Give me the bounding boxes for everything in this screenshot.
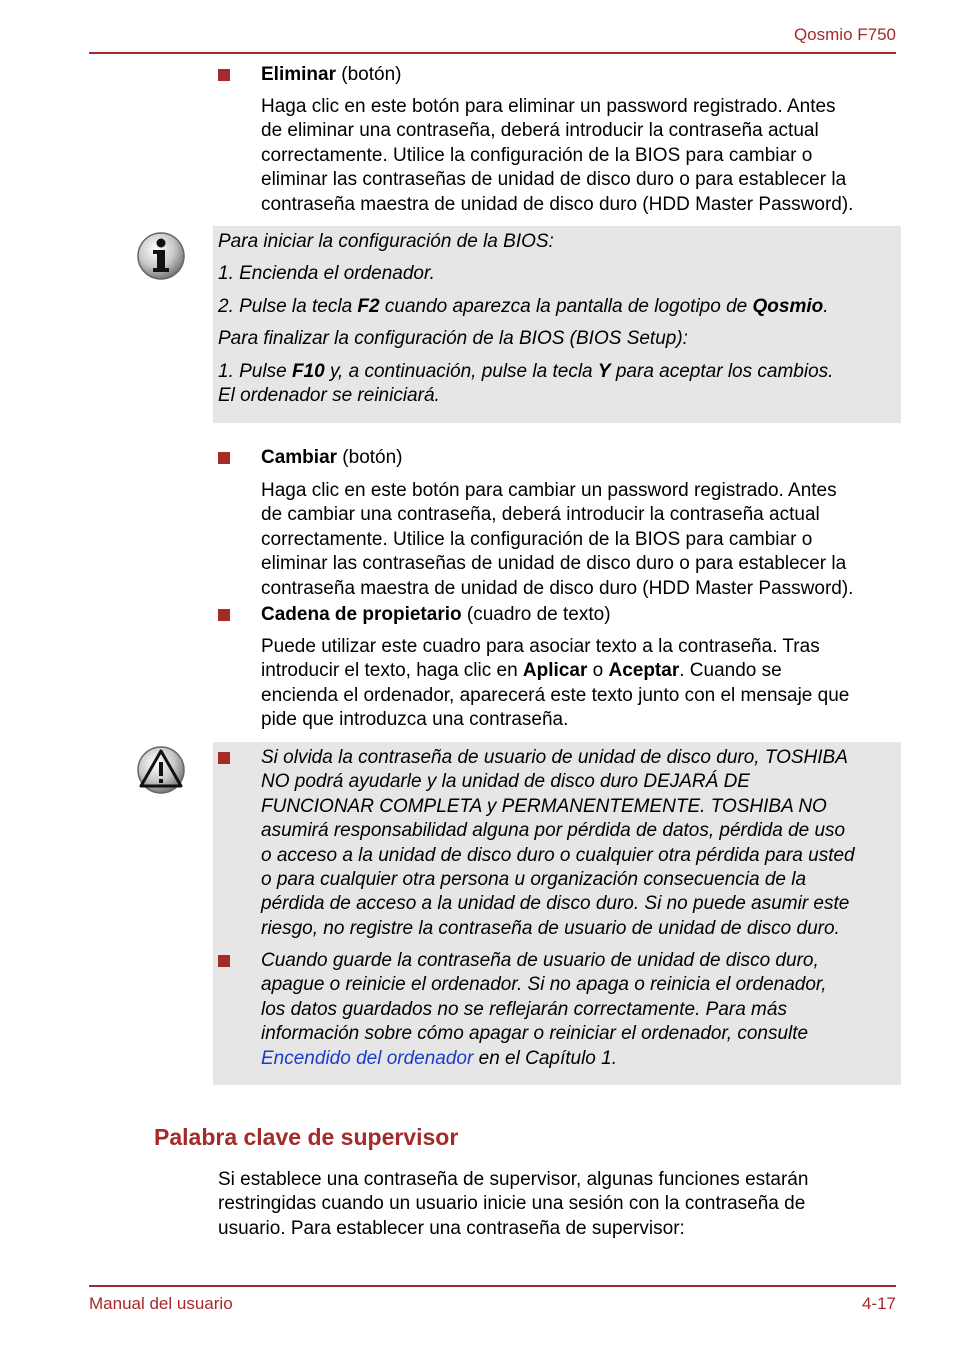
- text-line: riesgo, no registre la contraseña de usuario de unidad de disco duro.: [261, 917, 840, 939]
- encendido-link[interactable]: Encendido del ordenador: [261, 1047, 474, 1069]
- text-span: cuando aparezca la pantalla de logotipo de: [379, 296, 753, 317]
- text-line: restringidas cuando un usuario inicie una sesión con la contraseña de: [218, 1193, 806, 1215]
- text-line: encienda el ordenador, aparecerá este texto junto con el mensaje que: [261, 684, 850, 706]
- eliminar-description: [261, 95, 853, 217]
- text-line: asumirá responsabilidad alguna por pérdida de datos, pérdida de uso: [261, 820, 846, 842]
- text-line: de cambiar una contraseña, deberá introducir la contraseña actual: [261, 504, 820, 526]
- key-f10: F10: [291, 361, 325, 382]
- bullet-marker: [218, 69, 230, 81]
- text-line: eliminar las contraseñas de unidad de disco duro o para establecer la: [261, 169, 847, 191]
- cadena-term: [261, 603, 611, 627]
- text-line: de eliminar una contraseña, deberá introducir la contraseña actual: [261, 120, 819, 142]
- text-span: 2. Pulse la tecla: [218, 296, 358, 317]
- bullet-marker: [218, 452, 230, 464]
- cambiar-description: [261, 479, 853, 601]
- text-line: apague o reinicie el ordenador. Si no apaga o reinicia el ordenador,: [261, 974, 827, 996]
- text-line: información sobre cómo apagar o reiniciar el ordenador, consulte: [261, 1023, 809, 1045]
- text-line: Si establece una contraseña de supervisor, algunas funciones estarán: [218, 1169, 809, 1190]
- text-line: El ordenador se reiniciará.: [218, 385, 440, 407]
- text-line: pérdida de acceso a la unidad de disco duro. Si no puede asumir este: [261, 893, 850, 915]
- info-note-line: 1. Encienda el ordenador.: [218, 263, 435, 284]
- footer-page-number: 4-17: [861, 1294, 896, 1313]
- info-note-line: Para iniciar la configuración de la BIOS:: [218, 231, 554, 252]
- text-line: contraseña maestra de unidad de disco duro (HDD Master Password).: [261, 577, 854, 599]
- text-span: en el Capítulo 1.: [473, 1047, 617, 1069]
- section-heading: Palabra clave de supervisor: [154, 1124, 459, 1150]
- info-note-line: Para finalizar la configuración de la BIOS (BIOS Setup):: [218, 328, 688, 349]
- text-span: y, a continuación, pulse la tecla: [324, 361, 598, 382]
- bullet-marker: [218, 752, 230, 764]
- cambiar-suffix: (botón): [337, 447, 403, 468]
- text-line: o acceso a la unidad de disco duro o cualquier otra pérdida para usted: [261, 844, 855, 866]
- cadena-description: [261, 635, 849, 733]
- key-f2: F2: [357, 296, 380, 317]
- text-span: para aceptar los cambios.: [610, 361, 834, 382]
- text-span: introducir el texto, haga clic en: [261, 660, 523, 682]
- text-line: los datos guardados no se reflejarán correctamente. Para más: [261, 998, 787, 1020]
- text-line: correctamente. Utilice la configuración de la BIOS para cambiar o: [261, 144, 813, 166]
- footer-rule: [89, 1285, 896, 1287]
- info-note-line: [218, 360, 833, 409]
- text-line: contraseña maestra de unidad de disco duro (HDD Master Password).: [261, 193, 854, 215]
- aceptar-term: Aceptar: [608, 660, 680, 682]
- header-product: Qosmio F750: [793, 25, 896, 44]
- text-line: Si olvida la contraseña de usuario de unidad de disco duro, TOSHIBA: [261, 747, 848, 768]
- eliminar-suffix: (botón): [335, 64, 402, 85]
- text-span: o: [587, 660, 609, 682]
- info-note-line: [218, 295, 829, 319]
- text-line: eliminar las contraseñas de unidad de disco duro o para establecer la: [261, 553, 847, 575]
- text-line: FUNCIONAR COMPLETA y PERMANENTEMENTE. TOSHIBA NO: [261, 795, 827, 817]
- footer-manual-title: Manual del usuario: [89, 1294, 233, 1313]
- eliminar-label: Eliminar: [261, 64, 336, 85]
- brand-name: Qosmio: [752, 296, 824, 317]
- eliminar-term: [261, 63, 401, 87]
- cadena-label: Cadena de propietario: [261, 604, 462, 625]
- text-line: NO podrá ayudarle y la unidad de disco duro DEJARÁ DE: [261, 771, 750, 793]
- text-span: .: [823, 296, 829, 317]
- text-line: pide que introduzca una contraseña.: [261, 709, 569, 731]
- cambiar-term: [261, 446, 403, 470]
- text-line: Cuando guarde la contraseña de usuario de unidad de disco duro,: [261, 950, 819, 971]
- text-line: o para cualquier otra persona u organización consecuencia de la: [261, 869, 807, 891]
- text-span: 1. Pulse: [218, 361, 292, 382]
- warning-icon: [136, 745, 186, 795]
- warning-item-2: [261, 949, 826, 1071]
- section-body: [218, 1168, 808, 1241]
- cadena-suffix: (cuadro de texto): [461, 604, 611, 625]
- bullet-marker: [218, 955, 230, 967]
- header-rule: [89, 52, 896, 54]
- text-line: [261, 659, 849, 683]
- text-line: Puede utilizar este cuadro para asociar texto a la contraseña. Tras: [261, 636, 820, 657]
- bullet-marker: [218, 609, 230, 621]
- text-line: Haga clic en este botón para cambiar un password registrado. Antes: [261, 480, 837, 501]
- key-y: Y: [597, 361, 611, 382]
- warning-item-1: [261, 746, 855, 941]
- text-line: Haga clic en este botón para eliminar un password registrado. Antes: [261, 96, 836, 117]
- cambiar-label: Cambiar: [261, 447, 338, 468]
- text-span: . Cuando se: [679, 660, 782, 682]
- text-line: correctamente. Utilice la configuración de la BIOS para cambiar o: [261, 528, 813, 550]
- text-line: [261, 1047, 826, 1071]
- text-line: usuario. Para establecer una contraseña de supervisor:: [218, 1217, 685, 1239]
- aplicar-term: Aplicar: [522, 660, 588, 682]
- info-icon: [136, 231, 186, 281]
